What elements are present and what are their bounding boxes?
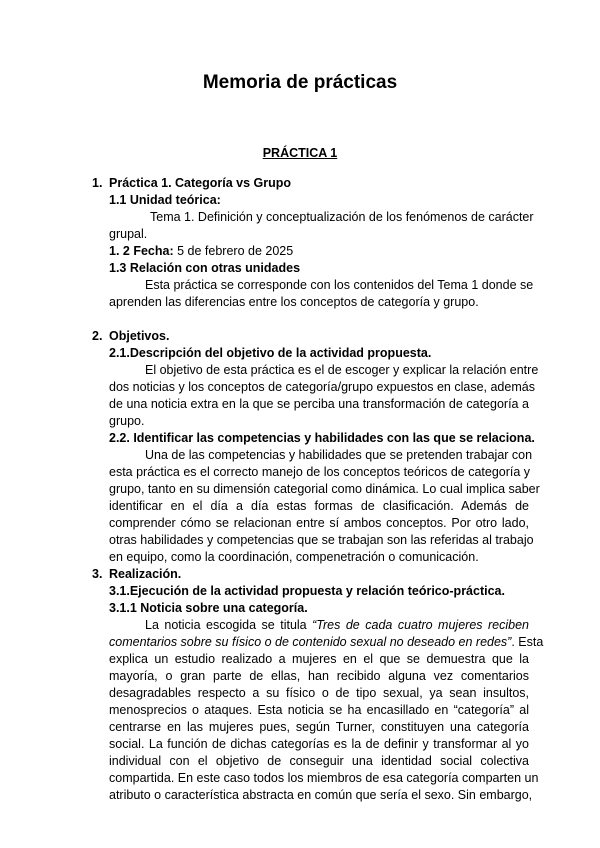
section-2-1-heading: 2.1.Descripción del objetivo de la actividad propuesta. xyxy=(109,346,432,360)
section-1-2-line xyxy=(109,243,293,260)
section-3-heading: Realización. xyxy=(109,567,182,581)
news-text-cont: . Esta xyxy=(511,635,544,649)
section-1-heading: Práctica 1. Categoría vs Grupo xyxy=(109,176,292,190)
date-value: 5 de febrero de 2025 xyxy=(177,244,294,258)
paragraph-line: Esta práctica se corresponde con los contenidos del Tema 1 donde se xyxy=(145,278,534,292)
news-title-quote-cont: comentarios sobre su físico o de contenido sexual no deseado en redes” xyxy=(109,635,512,649)
section-3-1-heading: 3.1.Ejecución de la actividad propuesta y relación teórico-práctica. xyxy=(109,584,505,598)
paragraph-line: individual con el objetivo de conseguir una identidad social colectiva xyxy=(109,754,529,768)
paragraph-line: El objetivo de esta práctica es el de escoger y explicar la relación entre xyxy=(145,363,539,377)
section-3-1-1-heading: 3.1.1 Noticia sobre una categoría. xyxy=(109,601,308,615)
paragraph-line: esta práctica es el correcto manejo de los conceptos teóricos de categoría y xyxy=(109,465,531,479)
paragraph-line: identificar en el día a día estas formas de clasificación. Además de xyxy=(109,499,529,513)
paragraph-line: grupo, tanto en su dimensión categorial como dinámica. Lo cual implica saber xyxy=(109,482,540,496)
section-1-1-text: Tema 1. Definición y conceptualización de los fenómenos de carácter xyxy=(150,210,534,224)
paragraph-line: desagradables respecto a su físico o de tipo sexual, ya sean insultos, xyxy=(109,686,529,700)
paragraph-line: compartida. En este caso todos los miembros de esa categoría comparten un xyxy=(109,771,539,785)
section-3-number: 3. xyxy=(92,567,103,581)
paragraph-line: en equipo, como la coordinación, compenetración o comunicación. xyxy=(109,550,479,564)
paragraph-line: social. La función de dichas categorías es la de definir y transformar al yo xyxy=(109,737,529,751)
section-1-number: 1. xyxy=(92,176,103,190)
news-intro-text: La noticia escogida se titula xyxy=(145,618,313,632)
section-1-3-heading: 1.3 Relación con otras unidades xyxy=(109,261,301,275)
paragraph-line: de una noticia extra en la que se perciba una transformación de categoría a xyxy=(109,397,529,411)
section-1-1-heading: 1.1 Unidad teórica: xyxy=(109,193,221,207)
section-2-2-heading: 2.2. Identificar las competencias y habilidades con las que se relaciona. xyxy=(109,431,535,445)
paragraph-line: explica un estudio realizado a mujeres en el que se demuestra que la xyxy=(109,652,529,666)
paragraph-line: centrarse en las mujeres pues, según Turner, constituyen una categoría xyxy=(109,720,529,734)
paragraph-line: grupo. xyxy=(109,414,145,428)
paragraph-line: atributo o característica abstracta en común que sería el sexo. Sin embargo, xyxy=(109,788,533,802)
news-title-quote: “Tres de cada cuatro mujeres reciben xyxy=(312,618,530,632)
paragraph-line xyxy=(145,617,529,634)
document-title: Memoria de prácticas xyxy=(202,72,398,93)
paragraph-line: comprender cómo se relacionan entre sí ambos conceptos. Por otro lado, xyxy=(109,516,529,530)
section-2-number: 2. xyxy=(92,329,103,343)
paragraph-line: dos noticias y los conceptos de categoría/grupo expuestos en clase, además xyxy=(109,380,535,394)
section-1-1-text-cont: grupal. xyxy=(109,227,148,241)
paragraph-line: Una de las competencias y habilidades que se pretenden trabajar con xyxy=(145,448,533,462)
paragraph-line xyxy=(109,634,544,651)
paragraph-line: aprenden las diferencias entre los conceptos de categoría y grupo. xyxy=(109,295,479,309)
practice-subtitle: PRÁCTICA 1 xyxy=(262,146,338,160)
paragraph-line: mayoría, o gran parte de ellas, han recibido alguna vez comentarios xyxy=(109,669,529,683)
paragraph-line: menosprecios o ataques. Esta noticia se ha encasillado en “categoría” al xyxy=(109,703,529,717)
section-2-heading: Objetivos. xyxy=(109,329,170,343)
paragraph-line: otras habilidades y competencias que se trabajan son las referidas al trabajo xyxy=(109,533,534,547)
date-label: 1. 2 Fecha: xyxy=(109,244,174,258)
